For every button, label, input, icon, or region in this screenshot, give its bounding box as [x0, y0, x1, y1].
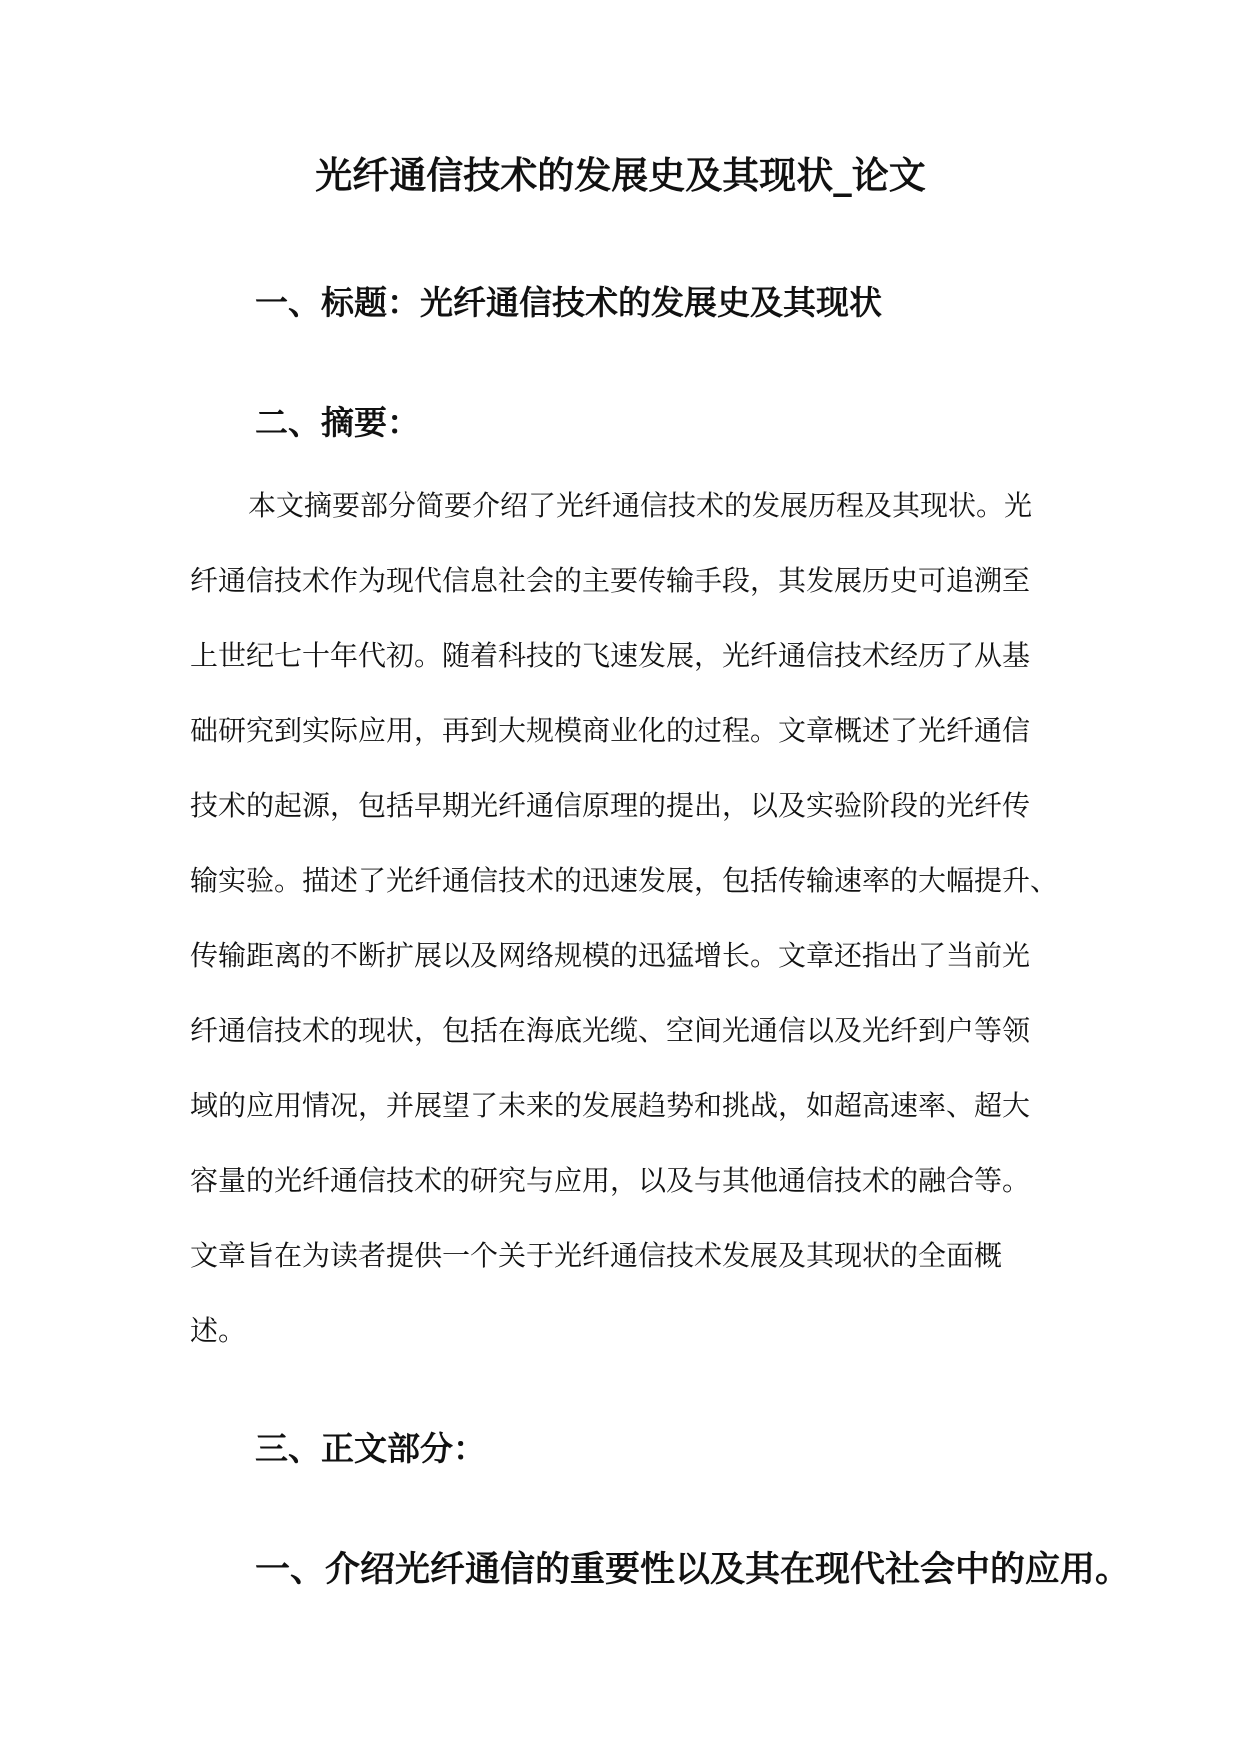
abstract-line: 域的应用情况，并展望了未来的发展趋势和挑战，如超高速率、超大: [190, 1089, 1031, 1122]
section-heading-title: 一、标题：光纤通信技术的发展史及其现状: [255, 283, 882, 322]
abstract-line: 技术的起源，包括早期光纤通信原理的提出，以及实验阶段的光纤传: [190, 789, 1031, 822]
abstract-line: 传输距离的不断扩展以及网络规模的迅猛增长。文章还指出了当前光: [190, 939, 1031, 972]
abstract-line: 上世纪七十年代初。随着科技的飞速发展，光纤通信技术经历了从基: [190, 639, 1031, 672]
abstract-line: 本文摘要部分简要介绍了光纤通信技术的发展历程及其现状。光: [248, 489, 1033, 522]
abstract-line: 纤通信技术的现状，包括在海底光缆、空间光通信以及光纤到户等领: [190, 1014, 1031, 1047]
subsection-heading-intro: 一、介绍光纤通信的重要性以及其在现代社会中的应用。: [255, 1549, 1131, 1590]
abstract-line: 纤通信技术作为现代信息社会的主要传输手段，其发展历史可追溯至: [190, 564, 1031, 597]
abstract-line: 输实验。描述了光纤通信技术的迅速发展，包括传输速率的大幅提升、: [190, 864, 1059, 897]
document-title: 光纤通信技术的发展史及其现状_论文: [315, 153, 926, 197]
abstract-line: 文章旨在为读者提供一个关于光纤通信技术发展及其现状的全面概: [190, 1239, 1003, 1272]
abstract-line: 础研究到实际应用，再到大规模商业化的过程。文章概述了光纤通信: [190, 714, 1031, 747]
abstract-line: 述。: [190, 1314, 247, 1347]
section-heading-abstract: 二、摘要：: [255, 403, 420, 442]
abstract-line: 容量的光纤通信技术的研究与应用，以及与其他通信技术的融合等。: [190, 1164, 1031, 1197]
section-heading-body: 三、正文部分：: [255, 1429, 486, 1468]
